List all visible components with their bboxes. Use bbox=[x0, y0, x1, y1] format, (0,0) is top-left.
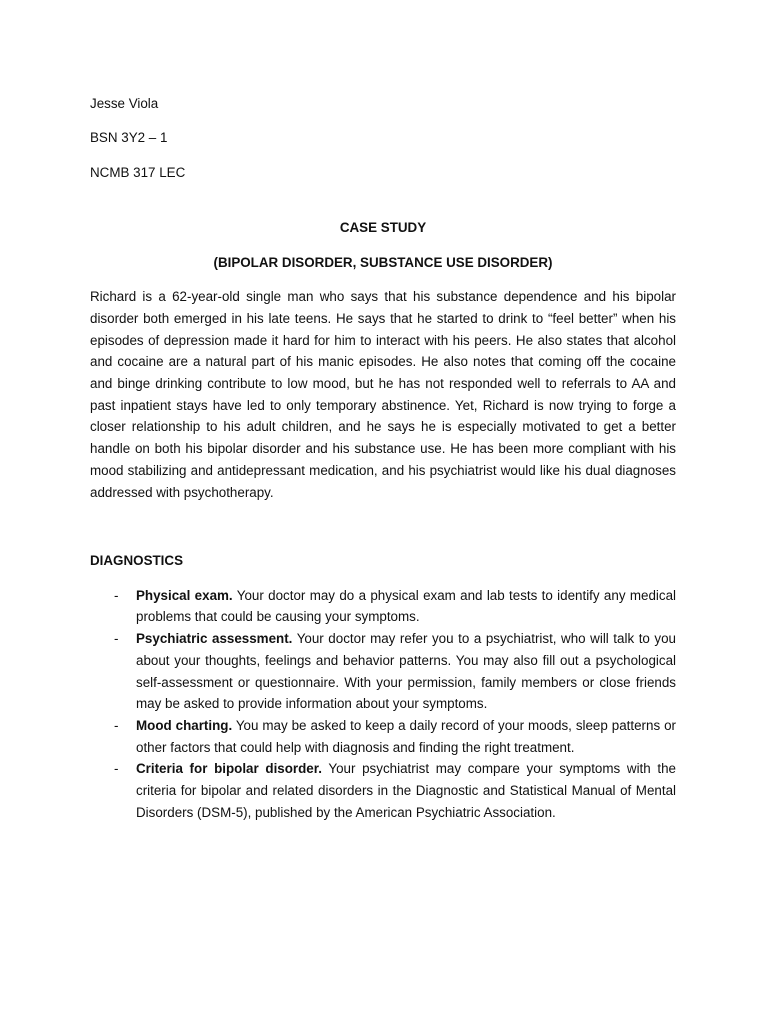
document-body bbox=[90, 93, 676, 823]
bullet-dash: - bbox=[114, 631, 119, 647]
bullet-dash: - bbox=[114, 587, 119, 603]
bullet-text: Your psychiatrist may compare your symptoms with the criteria for bipolar and related disorders in the Diagnostic and Statistical Manual of Mental Disorders (DSM-5), published by the American Psychiatric Association. bbox=[136, 761, 676, 820]
bullet-text: Your doctor may refer you to a psychiatrist, who will talk to you about your thoughts, feelings and behavior patterns. You may also fill out a psychological self-assessment or questionnaire. With your permission, family members or close friends may be asked to provide information about your symptoms. bbox=[136, 631, 676, 712]
document-subtitle: (BIPOLAR DISORDER, SUBSTANCE USE DISORDER) bbox=[213, 254, 553, 270]
bullet-term: Physical exam. bbox=[136, 587, 233, 603]
course-code: NCMB 317 LEC bbox=[90, 164, 186, 180]
list-item bbox=[90, 585, 676, 628]
document-title: CASE STUDY bbox=[339, 220, 427, 236]
bullet-dash: - bbox=[114, 717, 119, 733]
list-item bbox=[90, 715, 676, 758]
diagnostics-heading: DIAGNOSTICS bbox=[90, 553, 183, 569]
list-item bbox=[90, 758, 676, 823]
case-paragraph: Richard is a 62-year-old single man who says that his substance dependence and his bipolar disorder both emerged in his late teens. He says that he started to drink to “feel better” when his episodes of depression made it hard for him to interact with his peers. He also states that alcohol and cocaine are a natural part of his manic episodes. He also notes that coming off the cocaine and binge drinking contribute to low mood, but he has not responded well to referrals to AA and past inpatient stays have led to only temporary abstinence. Yet, Richard is now trying to forge a closer relationship to his adult children, and he says he is especially motivated to get a better handle on both his bipolar disorder and his substance use. He has been more compliant with his mood stabilizing and antidepressant medication, and his psychiatrist would like his dual diagnoses addressed with psychotherapy. bbox=[90, 289, 676, 500]
bullet-term: Criteria for bipolar disorder. bbox=[136, 761, 322, 777]
bullet-dash: - bbox=[114, 761, 119, 777]
bullet-text: You may be asked to keep a daily record of your moods, sleep patterns or other factors that could help with diagnosis and finding the right treatment. bbox=[136, 717, 676, 755]
bullet-term: Mood charting. bbox=[136, 717, 233, 733]
student-section: BSN 3Y2 – 1 bbox=[90, 130, 168, 146]
bullet-text: Your doctor may do a physical exam and lab tests to identify any medical problems that could be causing your symptoms. bbox=[136, 587, 676, 625]
bullet-term: Psychiatric assessment. bbox=[136, 631, 293, 647]
diagnostics-list bbox=[90, 585, 676, 824]
student-name: Jesse Viola bbox=[90, 96, 159, 111]
list-item bbox=[90, 628, 676, 715]
